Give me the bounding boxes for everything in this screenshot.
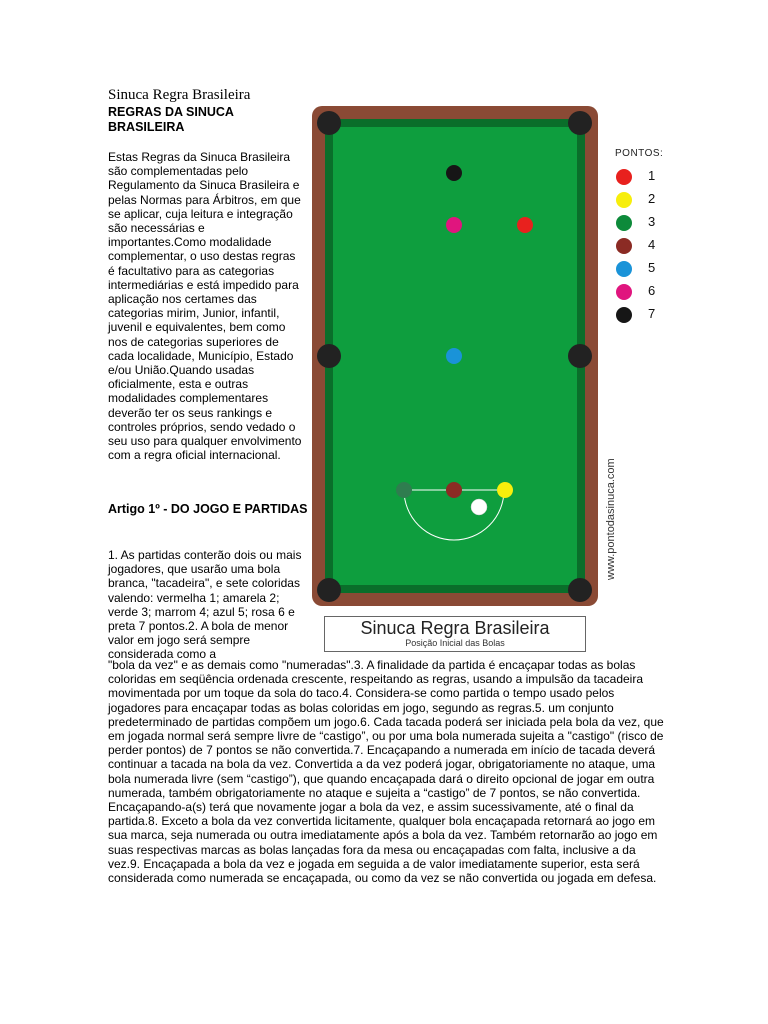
ball-brown xyxy=(446,482,462,498)
ball-red xyxy=(517,217,533,233)
article-1-heading: Artigo 1º - DO JOGO E PARTIDAS xyxy=(108,502,308,516)
watermark-url: www.pontodasinuca.com xyxy=(605,458,617,580)
legend-points-3: 3 xyxy=(648,214,656,229)
legend-dot-3 xyxy=(616,215,632,231)
legend-points-4: 4 xyxy=(648,237,656,252)
document-title: Sinuca Regra Brasileira xyxy=(108,87,251,103)
figure-caption xyxy=(324,616,586,652)
ball-blue xyxy=(446,348,462,364)
legend-dot-6 xyxy=(616,284,632,300)
rules-heading: REGRAS DA SINUCA BRASILEIRA xyxy=(108,105,234,134)
pocket-bottom-left xyxy=(317,578,341,602)
legend-points-6: 6 xyxy=(648,283,656,298)
legend-dot-5 xyxy=(616,261,632,277)
legend-points-5: 5 xyxy=(648,260,656,275)
pocket-top-left xyxy=(317,111,341,135)
caption-subtitle: Posição Inicial das Bolas xyxy=(405,638,505,648)
legend-dot-1 xyxy=(616,169,632,185)
article-1-paragraph-continued: "bola da vez" e as demais como "numeradas".3. A finalidade da partida é encaçapar todas as bolas coloridas em seqüência ordenada crescente, respeitando as regras, usando a impulsão da tacadeira movimentada por um toque da sola do taco.4. Considera-se como partida o tempo usado pelos jogadores para encaçapar todas as bolas coloridas em jogo, segundo as regras.5. um conjunto predeterminado de partidas compõem um jogo.6. Cada tacada poderá ser iniciada pela bola da vez, que em jogada normal será sempre livre de “castigo”, ou por uma bola numerada sujeita a "castigo" (risco de perder pontos) de 7 pontos se não convertida.7. Encaçapando a numerada em início de tacada deverá continuar a tacada na bola da vez. Convertida a da vez poderá jogar, obrigatoriamente no ataque, uma bola numerada livre (sem “castigo”), que quando encaçapada dará o direito opcional de jogar em outra numerada, também obrigatoriamente no ataque e sujeita a “castigo” de 7 pontos, se não convertida. Encaçapando-a(s) terá que novamente jogar a bola da vez, e assim sucessivamente, até o final da partida.8. Exceto a bola da vez convertida licitamente, qualquer bola encaçapada retornará ao jogo em sua marca, seja numerada ou outra imediatamente após a bola da vez. Também retornarão ao jogo em suas respectivas marcas as bolas lançadas fora da mesa ou encaçapadas com falta, inclusive a da vez.9. Encaçapada a bola da vez e jogada em seguida a de valor imediatamente superior, esta será considerada como numerada se encaçapada, ou como da vez se não convertida ou jogada em defesa. xyxy=(108,658,664,886)
ball-pink xyxy=(446,217,462,233)
pocket-top-right xyxy=(568,111,592,135)
legend-title: PONTOS: xyxy=(615,148,664,159)
legend-dot-4 xyxy=(616,238,632,254)
legend-points-2: 2 xyxy=(648,191,656,206)
legend-dot-2 xyxy=(616,192,632,208)
legend-points-7: 7 xyxy=(648,306,656,321)
article-1-paragraph-start: 1. As partidas conterão dois ou mais jogadores, que usarão uma bola branca, "tacadeira", e sete coloridas valendo: vermelha 1; amarela 2; verde 3; marrom 4; azul 5; rosa 6 e preta 7 pontos.2. A bola de menor valor em jogo será sempre considerada como a xyxy=(108,548,302,662)
ball-cue xyxy=(471,499,487,515)
ball-black xyxy=(446,165,462,181)
pool-table-figure xyxy=(305,100,670,660)
pocket-middle-right xyxy=(568,344,592,368)
ball-yellow xyxy=(497,482,513,498)
pocket-bottom-right xyxy=(568,578,592,602)
intro-paragraph: Estas Regras da Sinuca Brasileira são complementadas pelo Regulamento da Sinuca Brasileira e pelas Normas para Árbitros, em que se aplicar, cuja leitura e integração são necessárias e importantes.Como modalidade complementar, o uso destas regras é facultativo para as categorias intermediárias e está impedido para aplicação nos certames das categorias mirim, Junior, infantil, juvenil e equivalentes, bem como nos de categorias superiores de cada localidade, Município, Estado e/ou União.Quando usadas oficialmente, esta e outras modalidades complementares deverão ter os seus rankings e controles próprios, sendo vedado o seu uso para qualquer envolvimento com a regra oficial internacional. xyxy=(108,150,302,463)
ball-green xyxy=(396,482,412,498)
caption-title: Sinuca Regra Brasileira xyxy=(360,618,550,638)
legend-dot-7 xyxy=(616,307,632,323)
legend-dots xyxy=(616,169,632,323)
legend-points-1: 1 xyxy=(648,168,656,183)
pocket-middle-left xyxy=(317,344,341,368)
